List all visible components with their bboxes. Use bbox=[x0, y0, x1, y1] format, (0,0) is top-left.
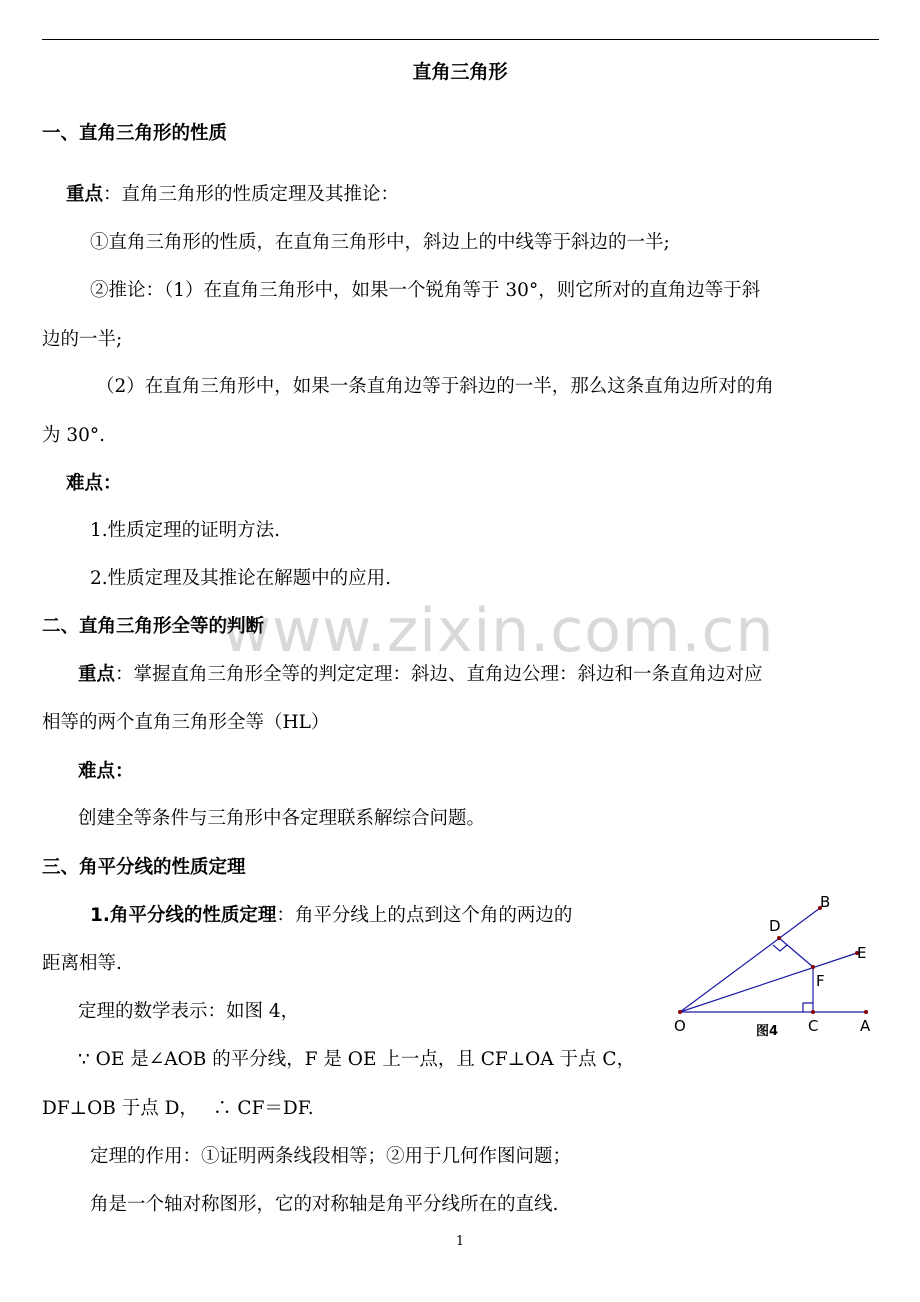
line-oe bbox=[680, 953, 857, 1012]
section3-heading: 三、角平分线的性质定理 bbox=[42, 857, 246, 878]
section1-item2-line2: 边的一半; bbox=[42, 329, 123, 350]
section3-theorem-text-line1: ：角平分线上的点到这个角的两边的 bbox=[276, 905, 573, 926]
page-title: 直角三角形 bbox=[412, 61, 508, 83]
section1-key-label: 重点 bbox=[66, 184, 104, 205]
point-d bbox=[777, 936, 781, 940]
section3-symmetry: 角是一个轴对称图形，它的对称轴是角平分线所在的直线. bbox=[90, 1194, 559, 1215]
point-o bbox=[678, 1010, 682, 1014]
section1-heading: 一、直角三角形的性质 bbox=[42, 123, 228, 144]
section1-item2-line1: ②推论：（1）在直角三角形中，如果一个锐角等于 30°，则它所对的直角边等于斜 bbox=[90, 280, 761, 301]
section3-usage: 定理的作用：①证明两条线段相等；②用于几何作图问题； bbox=[90, 1146, 572, 1167]
section1-diff1: 1.性质定理的证明方法. bbox=[90, 520, 281, 541]
header-rule bbox=[42, 39, 879, 40]
section2-key-line2: 相等的两个直角三角形全等（HL） bbox=[42, 712, 330, 733]
section2-key-line1 bbox=[78, 660, 763, 686]
section3-because-line2: DF⊥OB 于点 D， ∴ CF＝DF. bbox=[42, 1098, 314, 1119]
section1-diff2: 2.性质定理及其推论在解题中的应用. bbox=[90, 568, 392, 589]
section3-theorem-label: 1.角平分线的性质定理 bbox=[90, 905, 277, 926]
label-f: F bbox=[816, 972, 825, 990]
section3-because-line1: ∵ OE 是∠AOB 的平分线，F 是 OE 上一点，且 CF⊥OA 于点 C， bbox=[78, 1049, 636, 1070]
label-b: B bbox=[820, 893, 831, 911]
section2-difficulty-label: 难点： bbox=[78, 761, 134, 782]
right-angle-mark-d bbox=[773, 945, 787, 951]
label-c: C bbox=[808, 1017, 819, 1035]
segment-df bbox=[779, 938, 813, 967]
section1-item1: ①直角三角形的性质，在直角三角形中，斜边上的中线等于斜边的一半; bbox=[90, 232, 670, 253]
label-a: A bbox=[860, 1017, 871, 1035]
section2-key-text-line1: ：掌握直角三角形全等的判定定理：斜边、直角边公理：斜边和一条直角边对应 bbox=[115, 664, 763, 685]
section1-item3-line2: 为 30°. bbox=[42, 425, 106, 446]
section1-key-text: ：直角三角形的性质定理及其推论： bbox=[103, 184, 400, 205]
section1-difficulty-label: 难点： bbox=[66, 473, 122, 494]
point-c bbox=[811, 1010, 815, 1014]
section3-theorem-line1 bbox=[90, 901, 572, 927]
point-a bbox=[864, 1010, 868, 1014]
line-ob bbox=[680, 908, 820, 1012]
figure-caption: 图4 bbox=[756, 1024, 779, 1039]
point-f bbox=[811, 965, 815, 969]
section1-key-line bbox=[66, 180, 399, 206]
section3-math-expr: 定理的数学表示：如图 4， bbox=[78, 1001, 300, 1022]
section2-key-label: 重点 bbox=[78, 664, 116, 685]
label-d: D bbox=[769, 917, 781, 935]
label-e: E bbox=[857, 944, 867, 962]
label-o: O bbox=[674, 1017, 686, 1035]
section2-heading: 二、直角三角形全等的判断 bbox=[42, 616, 265, 637]
right-angle-mark-c bbox=[803, 1003, 813, 1012]
figure-4 bbox=[660, 885, 880, 1045]
section1-item3-line1: （2）在直角三角形中，如果一条直角边等于斜边的一半，那么这条直角边所对的角 bbox=[96, 376, 774, 397]
section2-difficulty-text: 创建全等条件与三角形中各定理联系解综合问题。 bbox=[78, 808, 486, 829]
section3-theorem-line2: 距离相等. bbox=[42, 953, 122, 974]
watermark: www.zixin.com.cn bbox=[222, 596, 775, 666]
page-number: 1 bbox=[455, 1234, 465, 1249]
